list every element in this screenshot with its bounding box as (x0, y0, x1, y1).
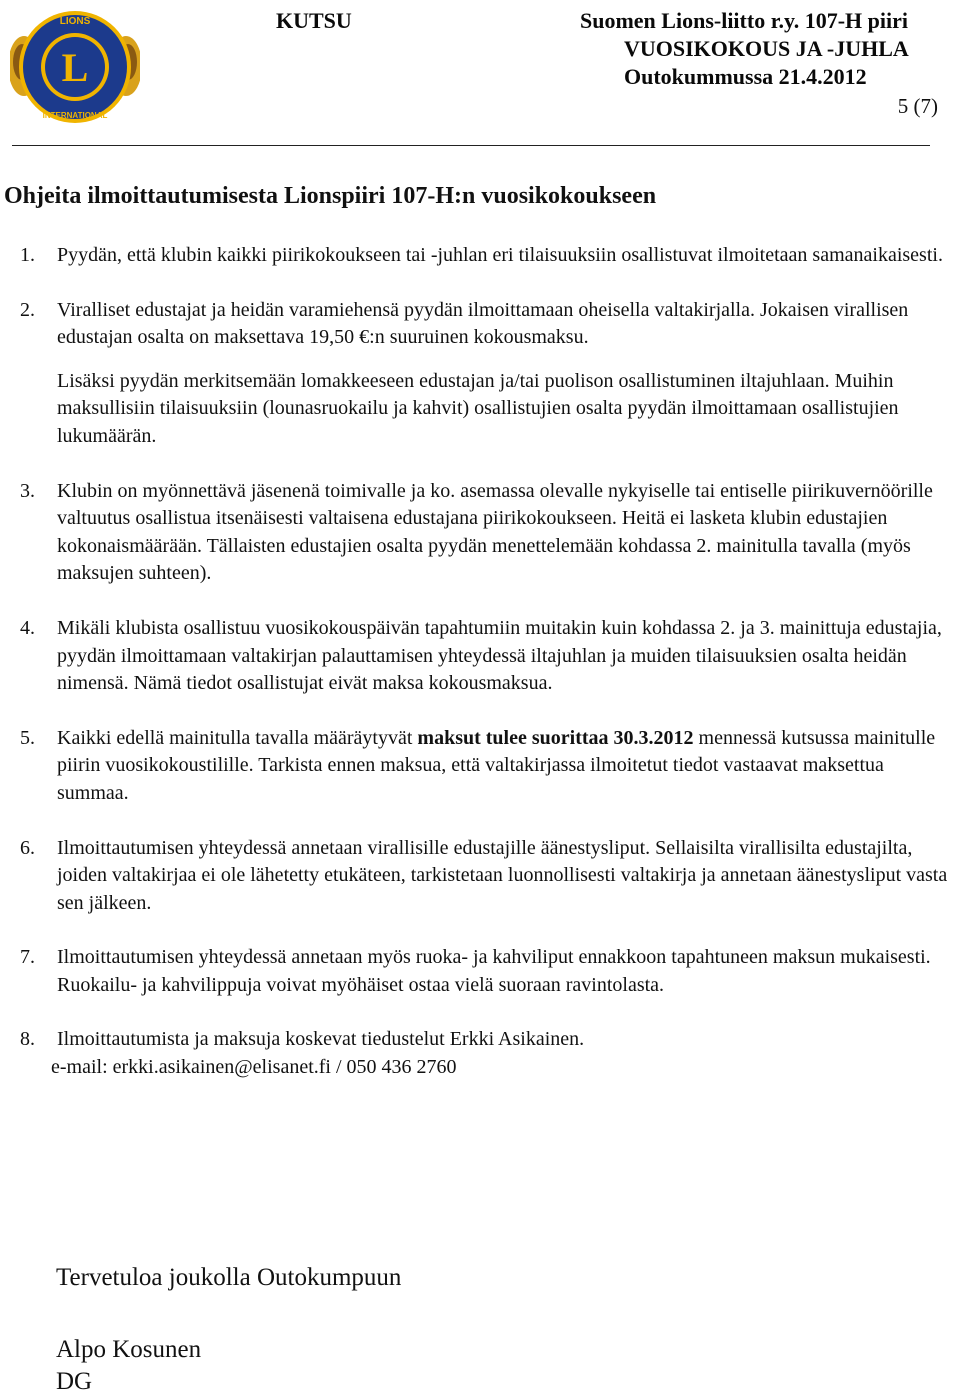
item-number: 4. (20, 616, 35, 639)
instruction-list (20, 242, 956, 1109)
header-divider (12, 145, 930, 146)
item-text: Mikäli klubista osallistuu vuosikokouspäivän tapahtumiin muitakin kuin kohdassa 2. ja 3. mainittuja edustajia, pyydän ilmoittamaan valtakirjan palauttamisen yhteydessä iltajuhlan ja muiden tilaisuuksien osalta heidän nimensä. Nämä tiedot osallistujat eivät maksa kokousmaksua. (57, 616, 942, 695)
header-organization: Suomen Lions-liitto r.y. 107-H piiri (580, 8, 909, 33)
item-text: Ilmoittautumisen yhteydessä annetaan virallisille edustajille äänestysliput. Sellaisilta virallisilta edustajilta, joiden valtakirjaa ei ole lähetetty etukäteen, tarkistetaan luonnollisesti valtakirja ja annetaan äänestysliput vasta sen jälkeen. (57, 836, 948, 914)
item-number: 7. (20, 946, 35, 969)
item-number: 1. (20, 244, 35, 266)
item-number: 8. (20, 1028, 35, 1051)
item-subparagraph: Lisäksi pyydän merkitsemään lomakkeeseen edustajan ja/tai puolison osallistuminen iltajuhlaan. Muihin maksullisiin tilaisuuksiin (lounasruokailu ja kahvit) osallistujien osalta pyydän ilmoittamaan osallistujien lukumäärän. (57, 369, 899, 447)
signature-title: DG (56, 1368, 93, 1395)
item-number: 3. (20, 479, 35, 502)
item-text-after: mennessä kutsussa mainitulle piirin vuosikokoustilille. Tarkista ennen maksua, että valtakirjassa ilmoitetut tiedot vastaavat maksettua summaa. (57, 726, 936, 804)
list-item (20, 297, 956, 451)
item-text: Viralliset edustajat ja heidän varamiehensä pyydän ilmoittamaan oheisella valtakirjalla. Jokaisen virallisen edustajan osalta on maksettava 19,50 €:n suuruinen kokousmaksu. (57, 298, 909, 349)
page-number: 5 (7) (897, 94, 938, 118)
item-text: Pyydän, että klubin kaikki piirikokoukseen tai -juhlan eri tilaisuuksiin osallistuvat ilmoitetaan samanaikaisesti. (57, 244, 943, 266)
item-body (57, 725, 956, 808)
item-number: 5. (20, 726, 35, 749)
list-item (20, 835, 956, 918)
item-number: 2. (20, 298, 35, 321)
signature-name: Alpo Kosunen (56, 1336, 202, 1363)
list-item (20, 478, 956, 588)
list-item (20, 725, 956, 808)
signature-block (56, 1334, 201, 1398)
svg-text:LIONS: LIONS (59, 16, 91, 27)
list-item (20, 1026, 956, 1081)
item-number: 6. (20, 836, 35, 859)
item-text-before: Kaikki edellä mainitulla tavalla määräytyvät (57, 726, 418, 749)
lions-logo-icon (10, 2, 140, 132)
header-event: VUOSIKOKOUS JA -JUHLA (624, 36, 909, 61)
item-body (57, 297, 956, 451)
payment-deadline: maksut tulee suorittaa 30.3.2012 (417, 726, 694, 749)
item-text: Klubin on myönnettävä jäsenenä toimivalle ja ko. asemassa olevalle nykyiselle tai entiselle piirikuvernöörille valtuutus osallistua itsenäisesti valtaisena edustajana piirikokoukseen. Heitä ei lasketa klubin edustajien kokonaismäärään. Tällaisten edustajien osalta pyydän menettelemään kohdassa 2. mainitulla tavalla (myös maksujen suhteen). (57, 479, 933, 585)
svg-text:INTERNATIONAL: INTERNATIONAL (42, 111, 108, 120)
svg-text:L: L (61, 45, 89, 90)
header-kutsu: KUTSU (276, 8, 352, 33)
closing-greeting: Tervetuloa joukolla Outokumpuun (56, 1264, 402, 1291)
list-item (20, 615, 956, 698)
list-item (20, 944, 956, 999)
item-body (51, 1026, 956, 1081)
header-place-date: Outokummussa 21.4.2012 (624, 64, 867, 89)
item-text: Ilmoittautumista ja maksuja koskevat tiedustelut Erkki Asikainen. (57, 1028, 585, 1051)
item-text: Ilmoittautumisen yhteydessä annetaan myös ruoka- ja kahviliput ennakkoon tapahtuneen maksun mukaisesti. Ruokailu- ja kahvilippuja voivat myöhäiset ostaa vielä suoraan ravintolasta. (57, 946, 931, 996)
document-title: Ohjeita ilmoittautumisesta Lionspiiri 107-H:n vuosikokoukseen (4, 183, 657, 209)
contact-info: e-mail: erkki.asikainen@elisanet.fi / 050 436 2760 (51, 1056, 457, 1079)
list-item (20, 242, 956, 270)
